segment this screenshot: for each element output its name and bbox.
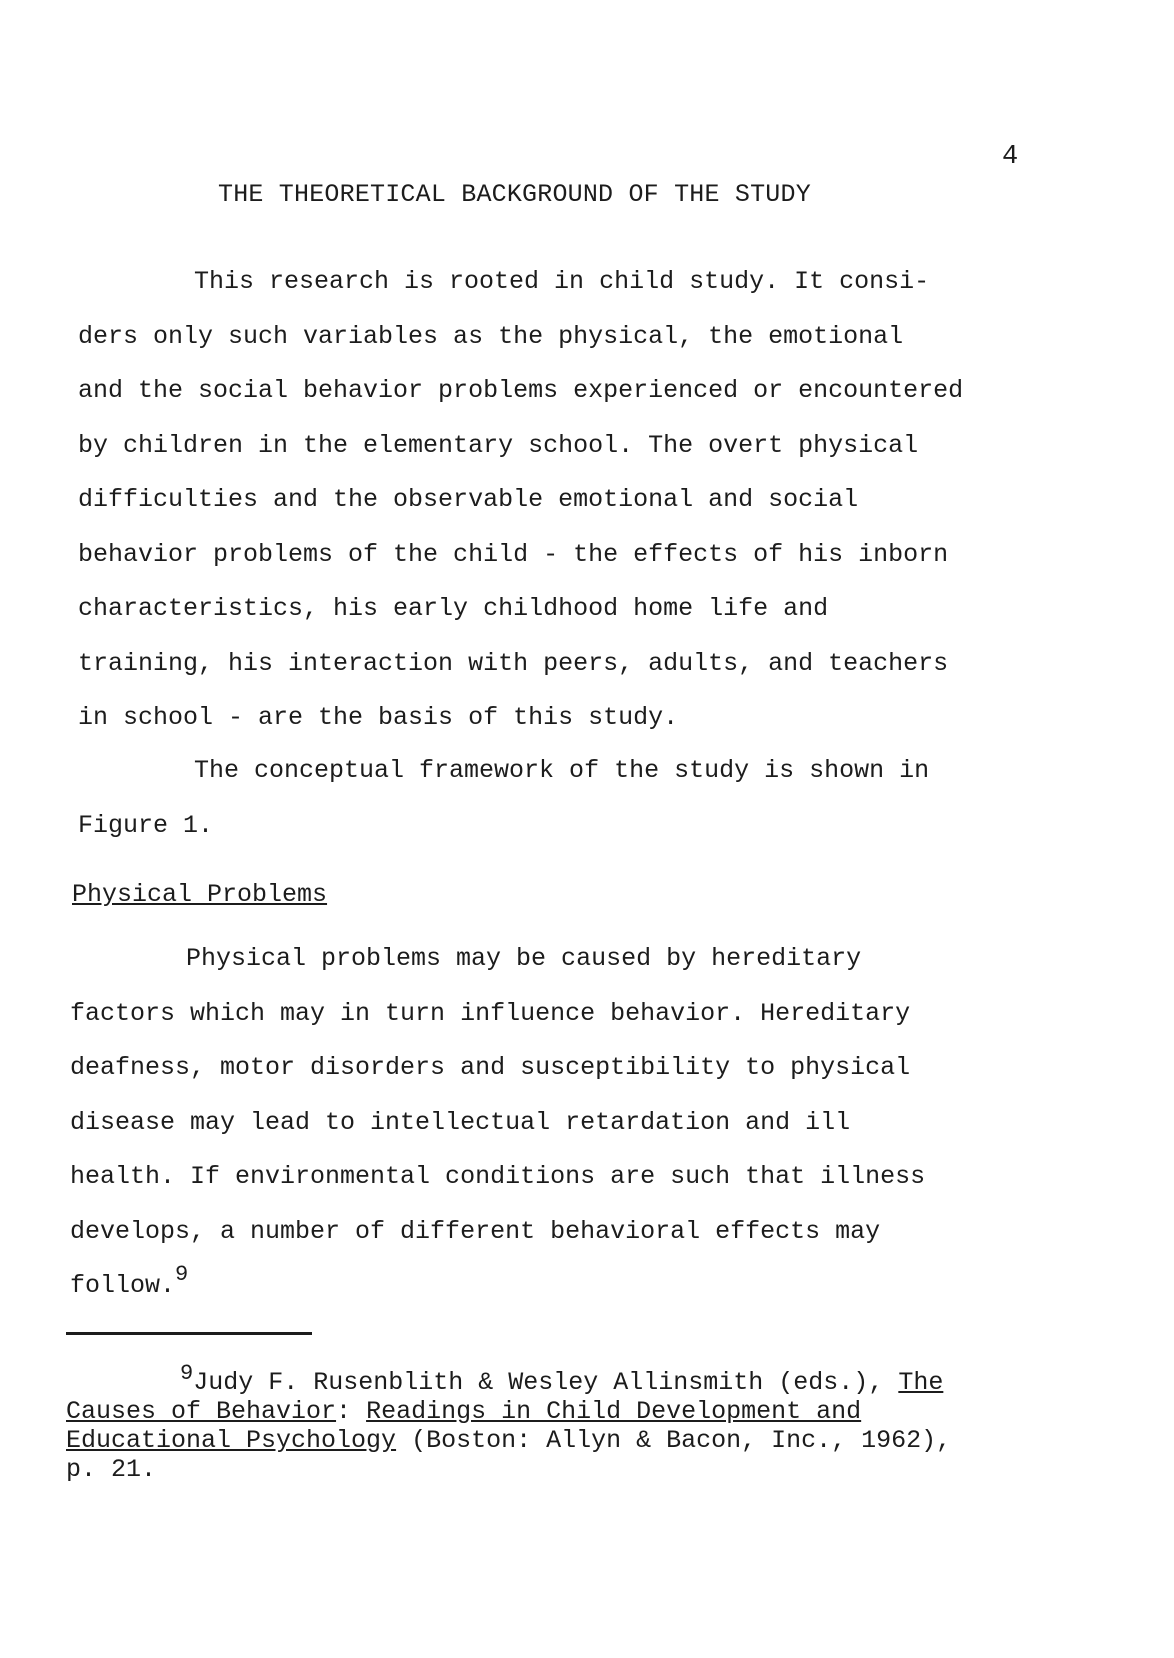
paragraph-line: This research is rooted in child study. It consi- xyxy=(194,267,930,296)
paragraph-line: and the social behavior problems experienced or encountered xyxy=(78,376,964,405)
page-title: THE THEORETICAL BACKGROUND OF THE STUDY xyxy=(218,180,811,209)
paragraph-line: disease may lead to intellectual retardation and ill xyxy=(70,1107,851,1137)
physical-problems-paragraph xyxy=(70,932,1060,1314)
paragraph-line: factors which may in turn influence behavior. Hereditary xyxy=(70,998,911,1028)
paragraph-line-text: follow. xyxy=(70,1271,176,1300)
footnote-title-part: Causes of Behavior xyxy=(66,1397,337,1426)
footnote-title-part: The xyxy=(898,1368,944,1397)
footnote-line xyxy=(66,1426,951,1455)
footnote-divider xyxy=(66,1332,312,1335)
paragraph-line: Figure 1. xyxy=(78,810,214,840)
footnote-line xyxy=(66,1361,951,1397)
framework-paragraph xyxy=(78,744,1068,853)
footnote-line: p. 21. xyxy=(66,1455,157,1484)
footnote-line xyxy=(66,1397,951,1426)
paragraph-line: in school - are the basis of this study. xyxy=(78,703,679,732)
footnote-title-part: Educational Psychology xyxy=(66,1426,397,1455)
paragraph-line: training, his interaction with peers, adults, and teachers xyxy=(78,648,949,678)
footnote-reference: 9 xyxy=(175,1262,189,1287)
paragraph-line: develops, a number of different behavioral effects may xyxy=(70,1216,881,1246)
paragraph-line: deafness, motor disorders and susceptibility to physical xyxy=(70,1053,911,1082)
footnote-publisher: (Boston: Allyn & Bacon, Inc., 1962), xyxy=(396,1426,952,1455)
footnote-title-part: Readings in Child Development and xyxy=(366,1397,862,1426)
footnote-marker: 9 xyxy=(180,1361,194,1386)
paragraph-line: Physical problems may be caused by hereditary xyxy=(186,944,862,973)
footnote-authors: Judy F. Rusenblith & Wesley Allinsmith (eds.), xyxy=(193,1368,899,1397)
section-heading-physical-problems: Physical Problems xyxy=(72,880,328,909)
paragraph-line: behavior problems of the child - the effects of his inborn xyxy=(78,539,949,569)
paragraph-line: health. If environmental conditions are such that illness xyxy=(70,1162,926,1191)
footnote xyxy=(66,1361,952,1484)
paragraph-line: The conceptual framework of the study is shown in xyxy=(194,756,930,785)
paragraph-line: by children in the elementary school. The overt physical xyxy=(78,430,919,460)
intro-paragraph xyxy=(78,255,1068,746)
paragraph-line xyxy=(70,1259,1060,1314)
paragraph-line: ders only such variables as the physical, the emotional xyxy=(78,321,904,351)
footnote-title-separator: : xyxy=(336,1397,367,1426)
page-number: 4 xyxy=(1002,142,1019,172)
paragraph-line: characteristics, his early childhood home life and xyxy=(78,594,829,623)
paragraph-line: difficulties and the observable emotional and social xyxy=(78,485,859,514)
